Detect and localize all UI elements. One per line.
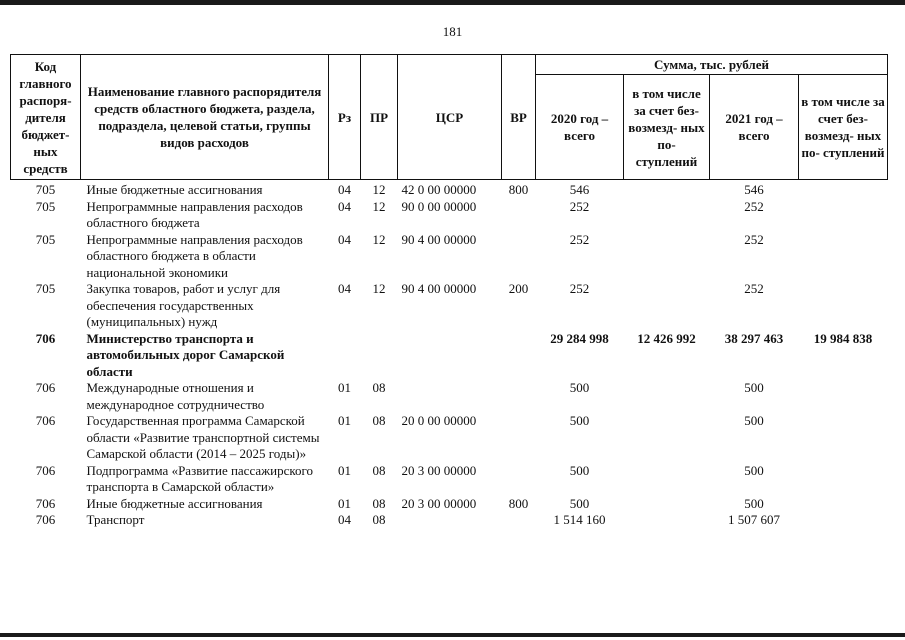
cell-2021-free (799, 281, 888, 331)
cell-name: Государственная программа Самарской области «Развитие транспортной системы Самарской области (2014 – 2025 годы)» (86, 413, 320, 461)
cell-2020-free (624, 232, 710, 282)
cell-csr: 42 0 00 00000 (401, 182, 477, 197)
cell-rz: 01 (338, 495, 351, 511)
cell-csr: 90 4 00 00000 (401, 281, 477, 296)
cell-csr (398, 512, 502, 529)
cell-2021-total: 546 (744, 182, 764, 197)
cell-pr: 08 (372, 413, 386, 428)
table-row (11, 380, 888, 413)
top-rule (0, 0, 905, 5)
table-row (11, 232, 888, 282)
header-csr: ЦСР (398, 55, 502, 180)
cell-vr (502, 331, 536, 381)
cell-2021-free (799, 496, 888, 513)
table-body (11, 180, 888, 529)
cell-2021-free: 19 984 838 (813, 330, 873, 346)
bottom-rule (0, 633, 905, 637)
cell-2020-total: 29 284 998 (550, 330, 609, 346)
cell-2020-total: 500 (569, 462, 590, 478)
cell-pr: 12 (372, 231, 386, 247)
cell-vr: 200 (508, 281, 529, 296)
cell-2020-total: 1 514 160 (553, 512, 606, 527)
cell-vr (502, 413, 536, 463)
cell-code: 706 (35, 512, 56, 527)
cell-rz: 04 (338, 198, 351, 214)
table-row (11, 199, 888, 232)
cell-vr (502, 512, 536, 529)
table-row (11, 463, 888, 496)
cell-pr: 08 (372, 512, 386, 527)
cell-csr: 20 3 00 00000 (401, 495, 477, 511)
cell-name: Транспорт (86, 512, 145, 527)
header-name: Наименование главного распорядителя средств областного бюджета, раздела, подраздела, целевой статьи, группы видов расходов (81, 55, 329, 180)
header-2021-free: в том числе за счет без- возмезд- ных по- ступлений (799, 75, 888, 180)
cell-vr: 800 (508, 182, 529, 197)
cell-rz: 04 (338, 182, 351, 197)
cell-code: 705 (35, 281, 56, 296)
cell-name: Международные отношения и международное сотрудничество (86, 380, 265, 412)
cell-rz: 01 (338, 380, 351, 395)
cell-pr (361, 331, 398, 381)
cell-2021-total: 500 (744, 495, 764, 511)
cell-2020-free (624, 199, 710, 232)
cell-name: Министерство транспорта и автомобильных дорог Самарской области (86, 330, 285, 379)
cell-2020-total: 252 (569, 198, 590, 214)
budget-table (10, 54, 888, 529)
header-rz: Рз (329, 55, 361, 180)
cell-2021-total: 500 (744, 462, 764, 478)
cell-rz (329, 331, 361, 381)
cell-code: 706 (35, 330, 56, 346)
cell-code: 706 (35, 413, 56, 428)
cell-code: 706 (35, 495, 56, 511)
cell-pr: 08 (372, 462, 386, 478)
cell-name: Закупка товаров, работ и услуг для обеспечения государственных (муниципальных) нужд (86, 281, 281, 329)
cell-name: Иные бюджетные ассигнования (86, 182, 263, 197)
cell-name: Иные бюджетные ассигнования (86, 495, 263, 511)
cell-2020-total: 252 (569, 281, 590, 296)
cell-rz: 01 (338, 462, 351, 478)
cell-code: 706 (35, 462, 56, 478)
page-number: 181 (442, 24, 463, 39)
header-2020-total: 2020 год – всего (536, 75, 624, 180)
cell-vr (502, 232, 536, 282)
cell-2021-free (799, 199, 888, 232)
cell-2020-free (624, 463, 710, 496)
cell-rz: 04 (338, 281, 351, 296)
table-row-ministry (11, 331, 888, 381)
cell-2020-free: 12 426 992 (637, 330, 696, 346)
cell-2020-free (624, 496, 710, 513)
cell-2021-free (799, 413, 888, 463)
cell-pr: 08 (372, 380, 386, 395)
cell-2020-free (624, 380, 710, 413)
cell-2020-total: 252 (569, 231, 590, 247)
cell-name: Непрограммные направления расходов областного бюджета (86, 198, 303, 230)
cell-2020-total: 546 (569, 182, 590, 197)
cell-2020-total: 500 (569, 413, 590, 428)
header-vr: ВР (502, 55, 536, 180)
cell-code: 705 (35, 182, 56, 197)
cell-2021-total: 252 (744, 281, 764, 296)
cell-2020-total: 500 (569, 495, 590, 511)
cell-rz: 04 (338, 231, 351, 247)
cell-vr (502, 463, 536, 496)
cell-2021-free (799, 380, 888, 413)
cell-pr: 12 (372, 198, 386, 214)
header-sum: Сумма, тыс. рублей (536, 55, 888, 75)
cell-name: Подпрограмма «Развитие пассажирского транспорта в Самарской области» (86, 462, 314, 494)
cell-pr: 12 (372, 281, 386, 296)
cell-2021-total: 252 (744, 198, 764, 214)
cell-vr: 800 (508, 495, 529, 511)
cell-2020-free (624, 512, 710, 529)
cell-name: Непрограммные направления расходов областного бюджета в области национальной экономики (86, 231, 303, 280)
cell-code: 706 (35, 380, 56, 395)
cell-2021-total: 1 507 607 (728, 512, 780, 527)
cell-csr: 90 0 00 00000 (401, 198, 477, 214)
cell-csr: 90 4 00 00000 (401, 231, 477, 247)
table-row (11, 496, 888, 513)
cell-2021-total: 500 (744, 380, 764, 395)
table-row (11, 512, 888, 529)
table-row (11, 413, 888, 463)
table-row (11, 281, 888, 331)
table-header (11, 55, 888, 180)
cell-csr (398, 380, 502, 413)
cell-vr (502, 380, 536, 413)
cell-2020-free (624, 180, 710, 199)
header-code: Код главного распоря- дителя бюджет- ных средств (11, 55, 81, 180)
cell-pr: 08 (372, 495, 386, 511)
cell-2021-total: 500 (744, 413, 764, 428)
cell-2021-free (799, 180, 888, 199)
cell-code: 705 (35, 231, 56, 247)
cell-csr: 20 3 00 00000 (401, 462, 477, 478)
cell-2021-free (799, 463, 888, 496)
header-2020-free: в том числе за счет без- возмезд- ных по- ступлений (624, 75, 710, 180)
cell-rz: 01 (338, 413, 351, 428)
header-2021-total: 2021 год – всего (710, 75, 799, 180)
cell-2021-total: 252 (744, 231, 764, 247)
cell-2020-total: 500 (569, 380, 590, 395)
cell-2020-free (624, 281, 710, 331)
cell-csr: 20 0 00 00000 (401, 413, 477, 428)
cell-2020-free (624, 413, 710, 463)
cell-code: 705 (35, 198, 56, 214)
header-pr: ПР (361, 55, 398, 180)
cell-2021-free (799, 232, 888, 282)
cell-pr: 12 (372, 182, 386, 197)
table-row (11, 180, 888, 199)
cell-2021-free (799, 512, 888, 529)
cell-csr (398, 331, 502, 381)
cell-vr (502, 199, 536, 232)
cell-rz: 04 (338, 512, 351, 527)
cell-2021-total: 38 297 463 (724, 330, 784, 346)
